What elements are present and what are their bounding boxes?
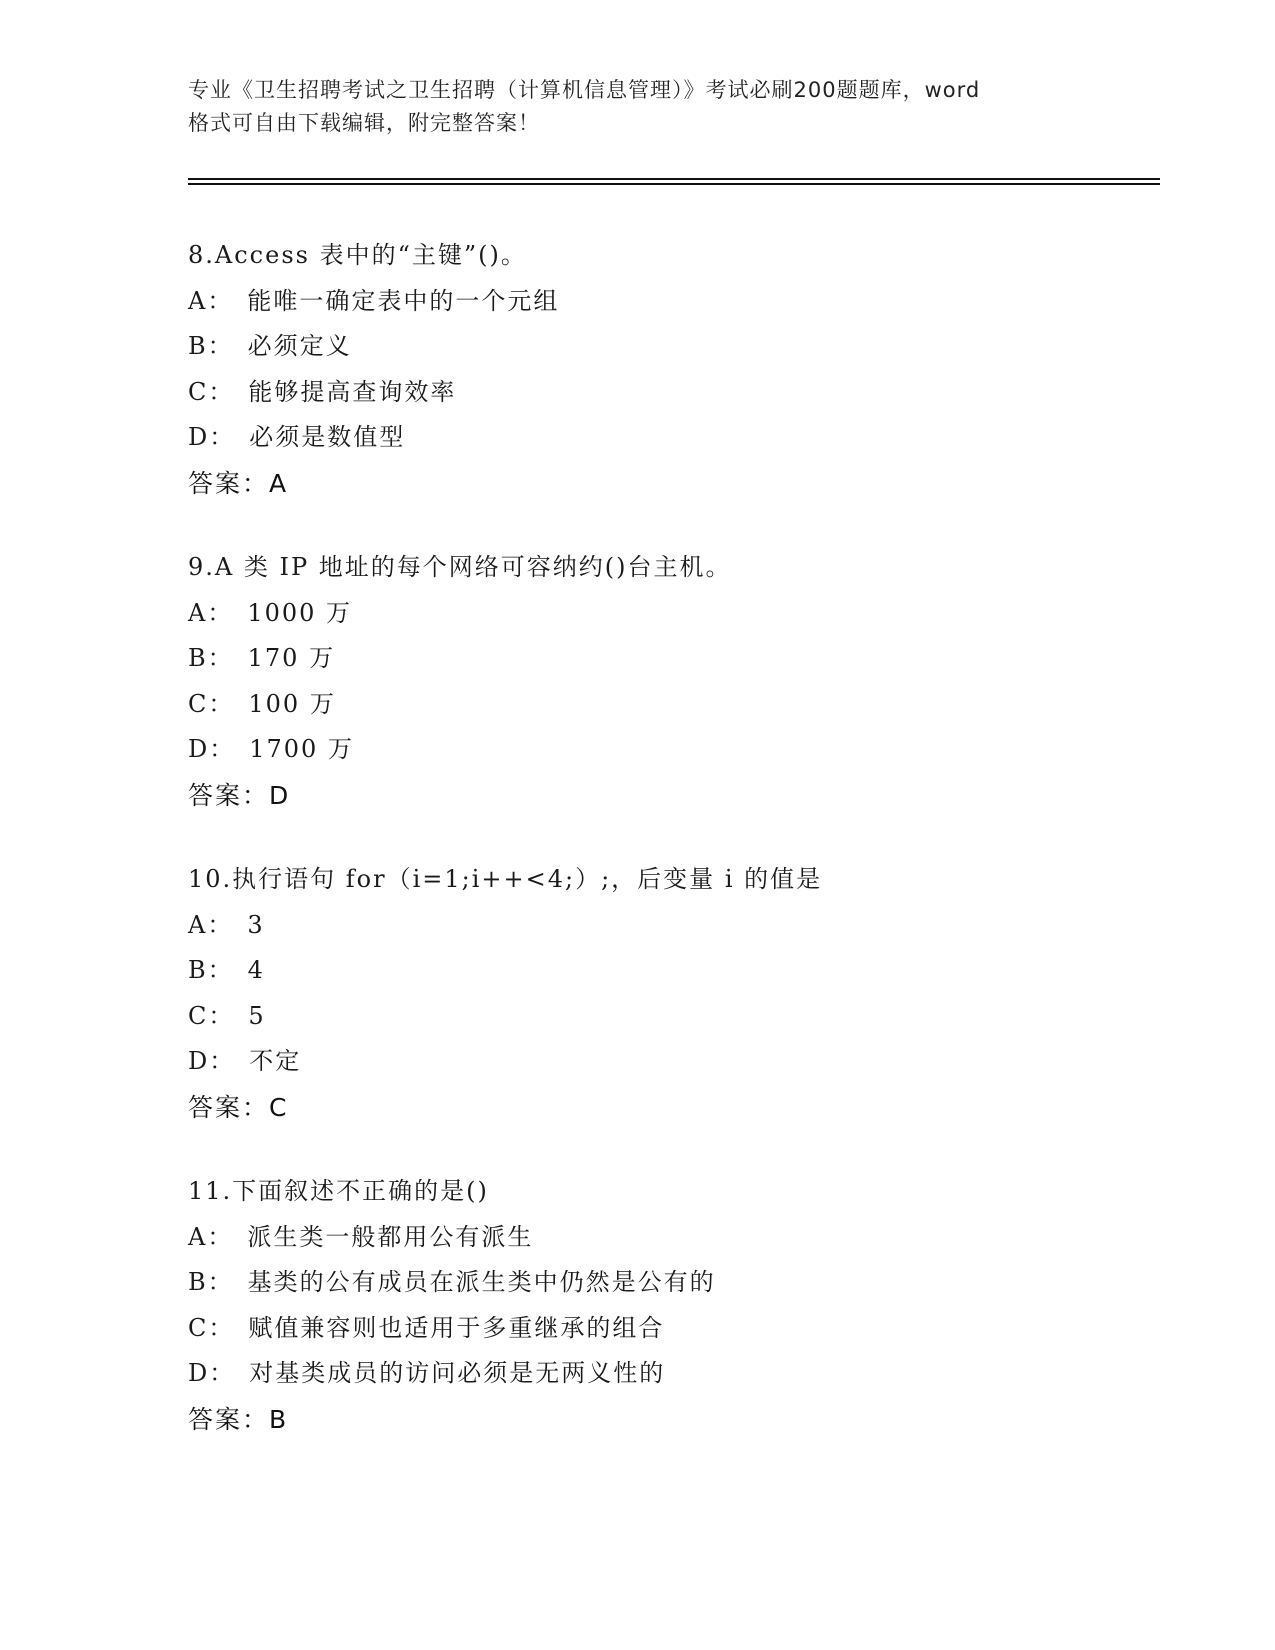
- option-b: [188, 1260, 1168, 1306]
- option-key: D：: [188, 1359, 236, 1387]
- option-key: C：: [188, 689, 235, 718]
- option-text: 1700 万: [249, 735, 354, 763]
- option-d: [188, 1039, 1168, 1085]
- option-key: A：: [188, 598, 234, 627]
- question-block: [188, 1169, 1168, 1442]
- option-text: 派生类一般都用公有派生: [247, 1222, 534, 1251]
- question-block: [188, 233, 1168, 506]
- option-text: 4: [247, 956, 265, 984]
- question-stem: 9.A 类 IP 地址的每个网络可容纳约()台主机。: [188, 553, 732, 581]
- option-key: C：: [188, 377, 235, 406]
- option-key: D：: [188, 735, 236, 763]
- option-d: [188, 415, 1168, 461]
- option-text: 能够提高查询效率: [248, 377, 457, 406]
- header-line-1: 专业《卫生招聘考试之卫生招聘（计算机信息管理）》考试必刷200题题库，word: [188, 78, 981, 102]
- option-text: 不定: [249, 1047, 302, 1075]
- option-key: B：: [188, 956, 234, 984]
- option-text: 对基类成员的访问必须是无两义性的: [249, 1359, 666, 1387]
- answer-line: 答案：C: [188, 1092, 289, 1122]
- option-key: C：: [188, 1313, 235, 1342]
- option-key: A：: [188, 286, 234, 315]
- header-line-2: 格式可自由下载编辑，附完整答案！: [188, 111, 540, 135]
- option-d: [188, 1351, 1168, 1397]
- question-stem: 8.Access 表中的“主键”()。: [188, 241, 527, 269]
- question-list: [188, 233, 1168, 1442]
- option-key: A：: [188, 1222, 234, 1251]
- option-c: [188, 682, 1168, 728]
- option-text: 必须定义: [247, 332, 352, 360]
- option-c: [188, 1306, 1168, 1352]
- header-divider-top: [188, 178, 1160, 180]
- option-text: 170 万: [247, 644, 336, 672]
- option-key: A：: [188, 910, 234, 939]
- question-stem: 11.下面叙述不正确的是(): [188, 1177, 489, 1205]
- answer-line: 答案：D: [188, 780, 291, 810]
- option-a: [188, 903, 1168, 949]
- option-text: 1000 万: [247, 598, 353, 627]
- question-stem: 10.执行语句 for（i=1;i++<4;）;，后变量 i 的值是: [188, 865, 823, 893]
- option-a: [188, 279, 1168, 325]
- option-key: B：: [188, 1268, 234, 1296]
- option-text: 赋值兼容则也适用于多重继承的组合: [248, 1313, 665, 1342]
- option-d: [188, 727, 1168, 773]
- option-key: C：: [188, 1001, 235, 1030]
- answer-line: 答案：B: [188, 1404, 289, 1434]
- option-text: 3: [247, 910, 265, 939]
- question-block: [188, 857, 1168, 1130]
- header-divider-bottom: [188, 183, 1160, 185]
- answer-line: 答案：A: [188, 468, 289, 498]
- option-b: [188, 948, 1168, 994]
- option-a: [188, 591, 1168, 637]
- option-text: 5: [248, 1001, 266, 1030]
- option-text: 必须是数值型: [249, 423, 406, 451]
- option-key: D：: [188, 423, 236, 451]
- option-c: [188, 994, 1168, 1040]
- option-b: [188, 324, 1168, 370]
- option-c: [188, 370, 1168, 416]
- question-block: [188, 545, 1168, 818]
- option-key: B：: [188, 332, 234, 360]
- option-text: 基类的公有成员在派生类中仍然是公有的: [247, 1268, 716, 1296]
- option-text: 能唯一确定表中的一个元组: [247, 286, 560, 315]
- document-header: [188, 74, 1088, 140]
- option-text: 100 万: [248, 689, 336, 718]
- option-key: B：: [188, 644, 234, 672]
- option-b: [188, 636, 1168, 682]
- option-key: D：: [188, 1047, 236, 1075]
- option-a: [188, 1215, 1168, 1261]
